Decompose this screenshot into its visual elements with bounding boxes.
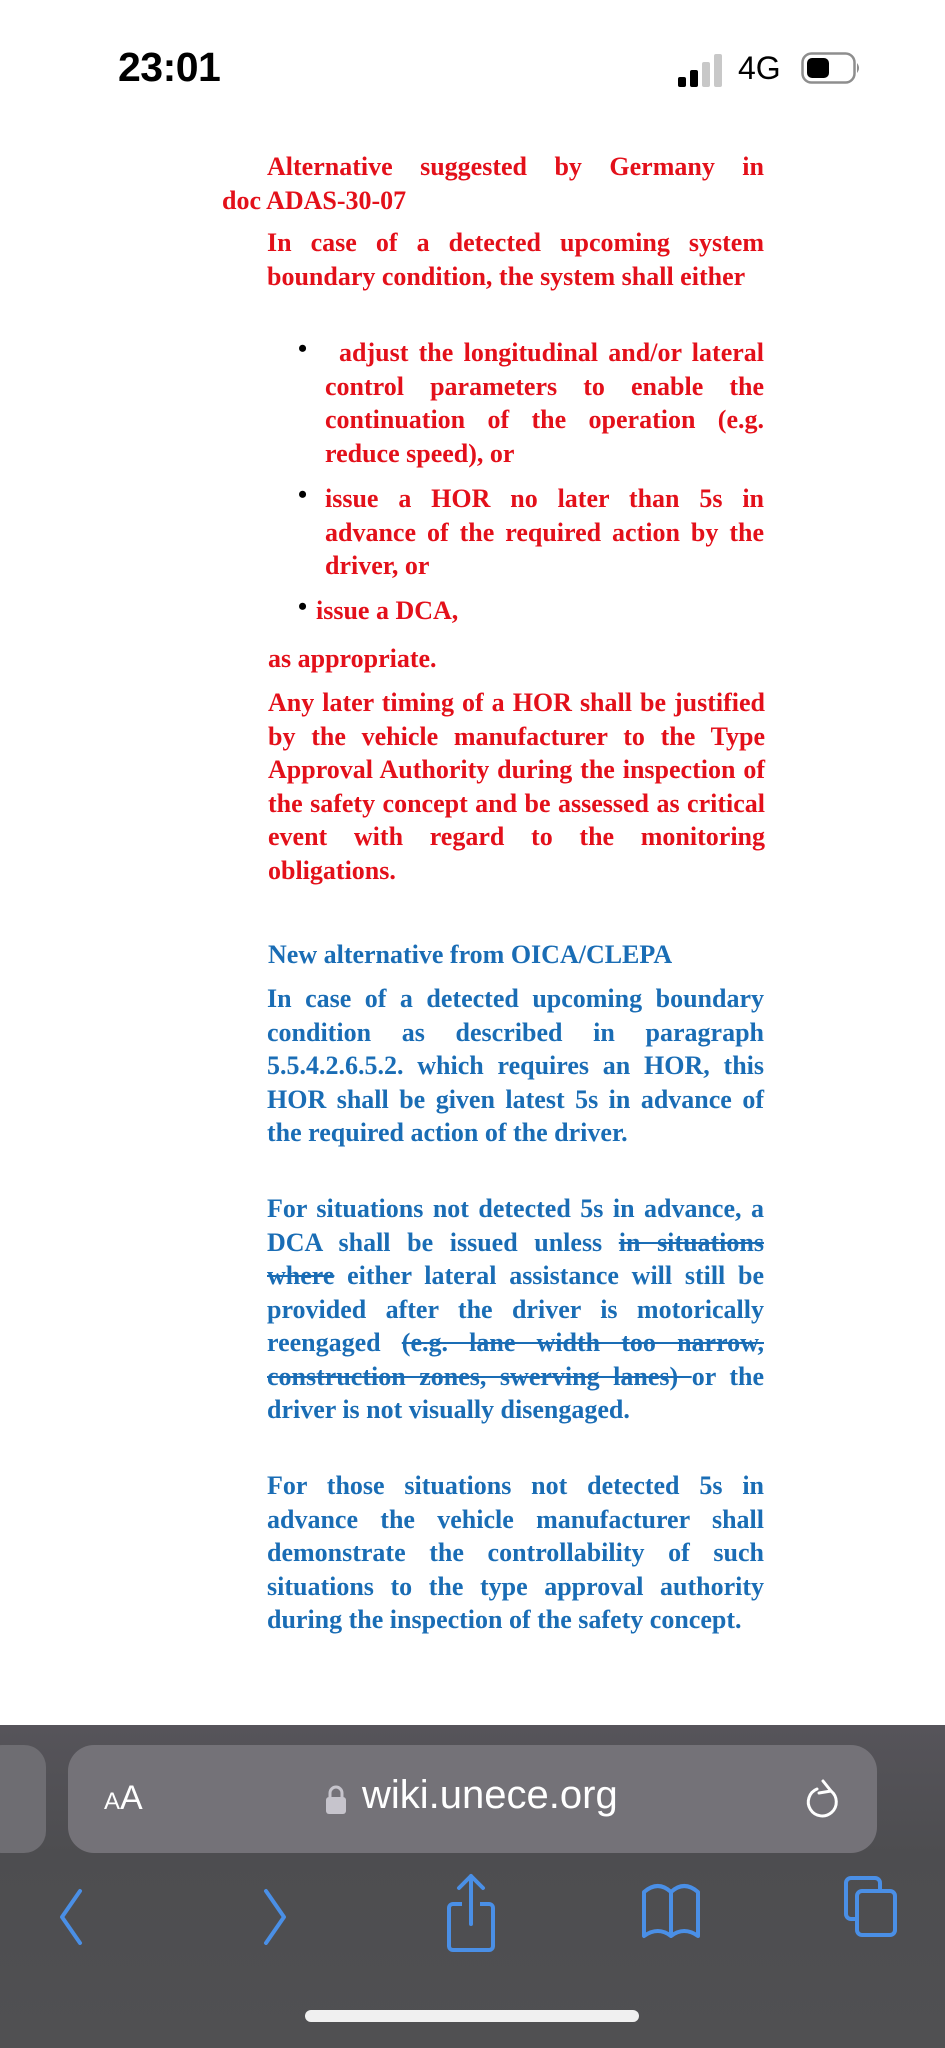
reload-icon[interactable]	[803, 1779, 843, 1823]
oica-para-1: In case of a detected upcoming boundary condition as described in paragraph 5.5.4.2.6.5.2. which requires an HOR, this HOR shall be given latest 5s in advance of the required action of the driver.	[267, 984, 764, 1147]
bookmarks-button[interactable]	[640, 1880, 702, 1940]
share-button[interactable]	[445, 1872, 497, 1952]
struck-text: (e.g. lane width too narrow, construction zones, swerving lanes)	[267, 1328, 764, 1391]
back-button[interactable]	[52, 1885, 92, 1945]
battery-icon	[801, 52, 861, 84]
bullet-dot: •	[298, 592, 308, 621]
forward-button[interactable]	[254, 1885, 294, 1945]
germany-heading-line2: doc ADAS-30-07	[222, 185, 407, 215]
status-bar	[0, 0, 945, 140]
previous-tab-preview[interactable]	[0, 1745, 46, 1853]
bullet-dot: •	[298, 334, 308, 363]
germany-intro: In case of a detected upcoming system boundary condition, the system shall either	[267, 228, 764, 291]
clock: 23:01	[118, 44, 221, 90]
oica-para-2-text-b: either lateral assistance will still be provided after the driver is motorically reengaged	[267, 1261, 764, 1357]
network-type: 4G	[738, 50, 781, 86]
lock-icon	[325, 1785, 347, 1815]
germany-bullet-1: adjust the longitudinal and/or lateral control parameters to enable the continuation of the operation (e.g. reduce speed), or	[325, 338, 764, 468]
bullet-dot: •	[298, 480, 308, 509]
oica-para-3: For those situations not detected 5s in advance the vehicle manufacturer shall demonstrate the controllability of such situations to the type approval authority during the inspection of the safety concept.	[267, 1471, 764, 1634]
address-bar[interactable]	[68, 1745, 877, 1853]
germany-heading	[222, 150, 764, 217]
signal-icon	[676, 53, 726, 87]
oica-heading: New alternative from OICA/CLEPA	[268, 940, 673, 969]
oica-para-2-text-c: or the driver is not visually disengaged.	[267, 1361, 764, 1424]
germany-later-timing: Any later timing of a HOR shall be justified by the vehicle manufacturer to the Type Approval Authority during the inspection of the safety concept and be assessed as critical event with regard to the monitoring obligations.	[268, 688, 765, 885]
germany-heading-line1: Alternative suggested by Germany in	[267, 152, 764, 181]
url-text[interactable]: wiki.unece.org	[362, 1773, 618, 1817]
struck-text: in situations where	[267, 1227, 764, 1290]
tabs-button[interactable]	[841, 1875, 901, 1939]
germany-bullet-3: issue a DCA,	[316, 596, 459, 625]
oica-para-2-text-a: For situations not detected 5s in advance, a DCA shall be issued unless	[267, 1194, 764, 1257]
germany-bullet-2: issue a HOR no later than 5s in advance of the required action by the driver, or	[325, 484, 764, 580]
oica-para-2	[267, 1192, 764, 1427]
home-indicator[interactable]	[305, 2010, 639, 2022]
germany-closing: as appropriate.	[268, 644, 437, 673]
browser-toolbar	[0, 1725, 945, 2048]
text-size-button[interactable]: AA	[104, 1779, 143, 1817]
